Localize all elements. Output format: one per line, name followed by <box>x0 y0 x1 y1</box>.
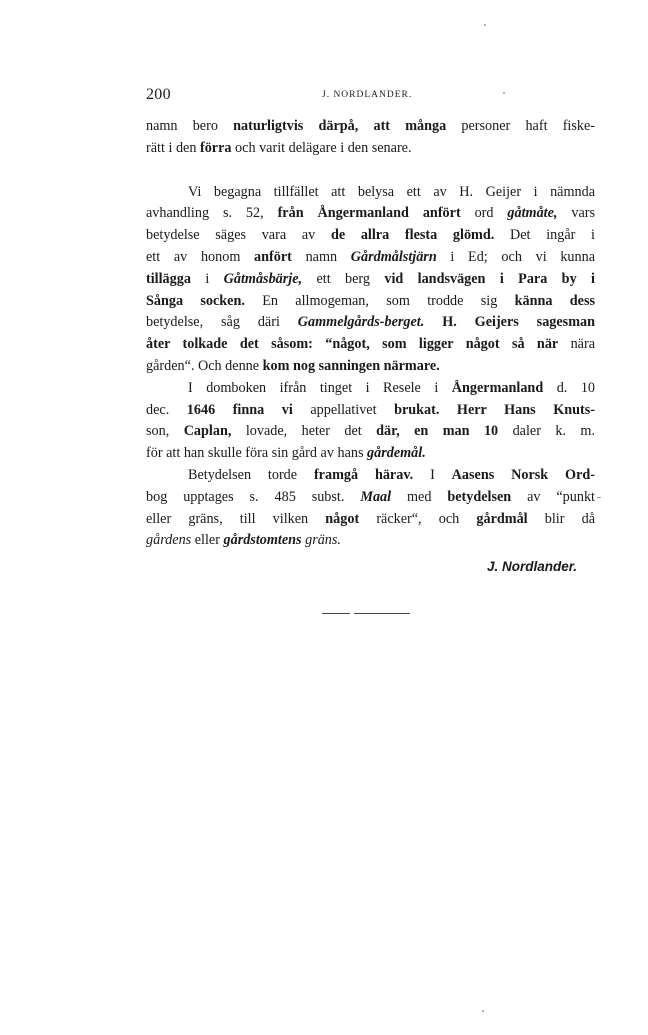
text-segment: med <box>391 488 448 505</box>
page-header <box>146 86 596 108</box>
text-segment: där, en man 10 <box>376 423 499 440</box>
text-line <box>146 182 595 204</box>
text-segment: i <box>190 270 224 287</box>
text-line <box>146 356 595 378</box>
text-segment: lovade, heter det <box>231 423 377 440</box>
text-segment: bog upptages s. 485 subst. <box>146 488 361 505</box>
text-segment: 1646 finna vi <box>186 401 293 418</box>
text-segment: för att han skulle föra sin gård av hans <box>146 445 368 462</box>
text-segment: blir då <box>527 510 596 527</box>
text-segment: Aasens Norsk Ord- <box>451 466 595 483</box>
text-segment: I domboken ifrån tinget i Resele i <box>188 379 452 396</box>
paper-speck <box>503 92 505 94</box>
text-segment: något <box>325 510 360 527</box>
text-segment: tillägga <box>146 270 191 287</box>
body-text <box>146 116 595 578</box>
text-segment: appellativet <box>292 401 395 418</box>
text-segment: Betydelsen torde <box>188 466 314 483</box>
text-segment: kom nog sanningen närmare. <box>262 357 440 374</box>
text-segment: gårdmål <box>476 510 528 527</box>
text-segment: de allra flesta glömd. <box>330 227 495 244</box>
text-line <box>146 334 595 356</box>
text-segment: rätt i den <box>146 139 200 156</box>
text-segment: gårdstomtens <box>223 532 302 549</box>
text-segment: personer haft fiske- <box>446 118 596 134</box>
text-line <box>146 269 595 291</box>
text-segment: Gåtmåsbärje, <box>223 270 303 287</box>
text-segment: I <box>413 466 452 483</box>
text-segment <box>424 314 442 330</box>
text-segment: betydelse säges vara av <box>146 227 331 244</box>
text-segment: gräns. <box>305 532 341 549</box>
text-segment: son, <box>146 423 184 440</box>
text-segment: d. 10 <box>543 379 596 396</box>
text-line <box>146 138 595 160</box>
author-signature: J. Nordlander. <box>486 559 577 575</box>
text-segment: räcker“, och <box>359 510 477 527</box>
text-segment: från Ångermanland anfört <box>277 205 461 222</box>
text-segment: naturligtvis därpå, att många <box>233 118 447 134</box>
text-segment: brukat. Herr Hans Knuts- <box>394 401 595 418</box>
text-segment: H. Geijers sagesman <box>442 314 596 331</box>
closing-rule <box>322 613 410 614</box>
paper-speck <box>597 497 601 498</box>
text-segment: vid landsvägen i Para by i <box>384 270 595 287</box>
text-segment: ett berg <box>302 270 385 287</box>
text-line <box>146 378 595 400</box>
text-segment: ett av honom <box>146 248 255 265</box>
text-line <box>146 400 595 422</box>
text-segment: eller <box>191 532 224 549</box>
text-segment: ord <box>460 205 508 222</box>
text-segment: Det ingår i <box>494 227 595 244</box>
paper-speck <box>484 24 486 26</box>
running-head: J. NORDLANDER. <box>322 90 413 100</box>
text-segment: framgå härav. <box>313 466 414 483</box>
text-line <box>146 203 595 225</box>
text-segment: Gammelgårds-berget. <box>297 314 425 331</box>
text-line <box>146 443 595 465</box>
text-segment: Sånga socken. <box>146 292 245 309</box>
text-segment: åter tolkade det såsom: “ <box>146 336 333 353</box>
text-segment: betydelse, såg däri <box>146 314 298 331</box>
text-line <box>146 312 595 334</box>
text-segment: Caplan, <box>183 423 232 440</box>
text-line <box>146 225 595 247</box>
text-segment: Maal <box>360 488 392 505</box>
text-line <box>146 487 595 509</box>
text-segment: gårdemål. <box>367 445 426 462</box>
paragraph-gap <box>146 160 595 182</box>
text-segment: Ångermanland <box>451 379 544 396</box>
text-segment: Gårdmålstjärn <box>350 248 437 265</box>
text-segment: gåtmåte, <box>507 205 558 222</box>
text-segment: anfört <box>254 248 292 265</box>
text-line <box>146 421 595 443</box>
text-segment: dec. <box>146 401 187 418</box>
text-segment: En allmogeman, som trodde sig <box>244 292 515 309</box>
paper-speck <box>482 1010 484 1012</box>
text-segment: gården“. Och denne <box>146 357 263 374</box>
text-segment: förra <box>199 139 232 156</box>
text-segment: eller gräns, till vilken <box>146 510 326 527</box>
text-segment: Vi begagna tillfället att belysa ett av H. Geijer i nämnda <box>188 183 595 200</box>
text-segment: och varit delägare i den senare. <box>231 139 412 156</box>
page-number: 200 <box>146 86 171 103</box>
text-segment: avhandling s. 52, <box>146 205 278 222</box>
text-segment: vars <box>557 205 595 222</box>
text-line <box>146 509 595 531</box>
text-segment: betydelsen <box>447 488 512 505</box>
text-segment: gårdens <box>146 532 192 549</box>
text-line <box>146 530 595 552</box>
text-line <box>146 291 595 313</box>
closing-rule-gap <box>350 611 354 615</box>
text-segment: daler k. m. <box>498 423 595 440</box>
text-segment: nära <box>558 336 595 353</box>
text-segment: av “punkt <box>511 488 595 505</box>
text-segment: något, som ligger något så när <box>332 336 559 353</box>
text-segment: namn bero <box>146 118 234 134</box>
text-line <box>146 465 595 487</box>
text-line <box>146 247 595 269</box>
text-segment: namn <box>291 248 351 265</box>
text-line <box>146 116 595 138</box>
text-segment: känna dess <box>514 292 595 309</box>
text-segment: i Ed; och vi kunna <box>436 248 595 265</box>
